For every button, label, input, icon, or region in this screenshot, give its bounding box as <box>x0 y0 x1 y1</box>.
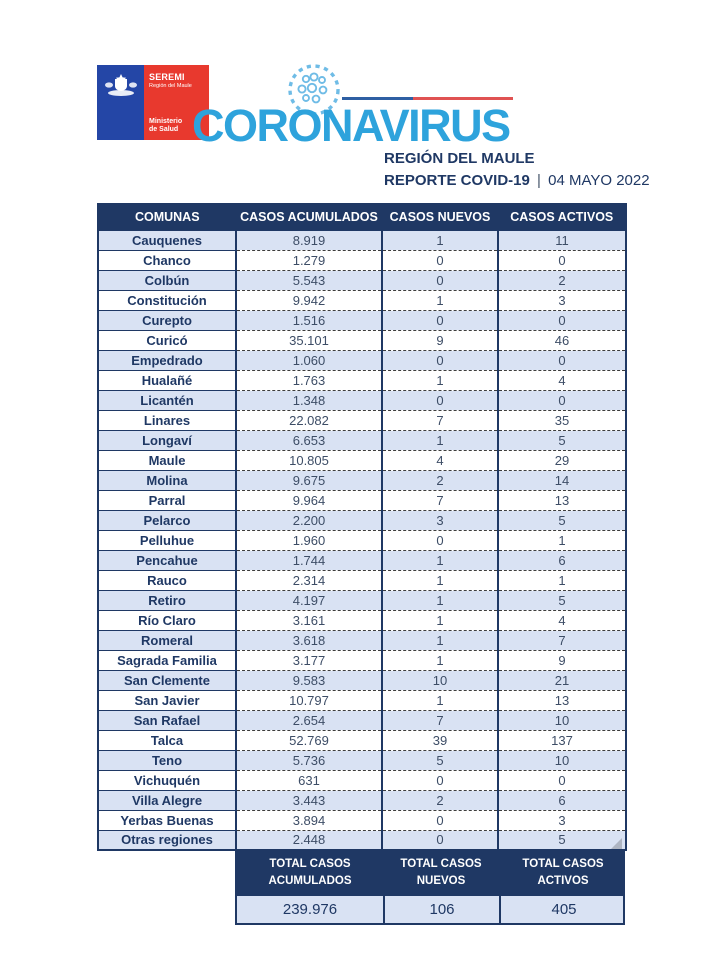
casos-acumulados-cell: 3.161 <box>236 610 382 630</box>
comuna-name-cell: Parral <box>98 490 236 510</box>
casos-acumulados-cell: 631 <box>236 770 382 790</box>
casos-nuevos-cell: 0 <box>382 530 498 550</box>
column-header-comunas: COMUNAS <box>98 204 236 230</box>
comuna-name-cell: Cauquenes <box>98 230 236 250</box>
comuna-name-cell: Villa Alegre <box>98 790 236 810</box>
totals-section <box>235 850 625 925</box>
table-header-row <box>98 204 626 230</box>
casos-nuevos-cell: 1 <box>382 570 498 590</box>
casos-nuevos-cell: 0 <box>382 310 498 330</box>
casos-nuevos-cell: 7 <box>382 710 498 730</box>
table-row <box>98 390 626 410</box>
casos-nuevos-cell: 2 <box>382 470 498 490</box>
casos-activos-cell: 6 <box>498 790 626 810</box>
casos-activos-cell: 11 <box>498 230 626 250</box>
total-acumulados-value: 239.976 <box>282 901 338 919</box>
casos-nuevos-cell: 1 <box>382 290 498 310</box>
comuna-name-cell: Colbún <box>98 270 236 290</box>
casos-acumulados-cell: 1.060 <box>236 350 382 370</box>
casos-activos-cell: 10 <box>498 710 626 730</box>
table-row <box>98 770 626 790</box>
comuna-name-cell: Molina <box>98 470 236 490</box>
casos-acumulados-cell: 1.348 <box>236 390 382 410</box>
casos-activos-cell: 2 <box>498 270 626 290</box>
table-row <box>98 510 626 530</box>
casos-activos-cell: 3 <box>498 810 626 830</box>
casos-acumulados-cell: 3.177 <box>236 650 382 670</box>
comuna-name-cell: San Rafael <box>98 710 236 730</box>
casos-nuevos-cell: 1 <box>382 610 498 630</box>
logo-seremi-label: SEREMI <box>149 72 185 82</box>
casos-acumulados-cell: 2.654 <box>236 710 382 730</box>
casos-activos-cell: 13 <box>498 490 626 510</box>
table-row <box>98 530 626 550</box>
comuna-name-cell: Curicó <box>98 330 236 350</box>
table-row <box>98 410 626 430</box>
comuna-name-cell: Rauco <box>98 570 236 590</box>
comuna-name-cell: Teno <box>98 750 236 770</box>
comuna-name-cell: Chanco <box>98 250 236 270</box>
total-activos-value: 405 <box>499 896 627 923</box>
casos-nuevos-cell: 5 <box>382 750 498 770</box>
casos-nuevos-cell: 1 <box>382 690 498 710</box>
casos-nuevos-cell: 7 <box>382 410 498 430</box>
total-acumulados-header: TOTAL CASOS ACUMULADOS <box>268 858 352 887</box>
casos-activos-cell: 1 <box>498 570 626 590</box>
casos-acumulados-cell: 9.942 <box>236 290 382 310</box>
casos-nuevos-cell: 39 <box>382 730 498 750</box>
totals-values-row <box>235 896 625 925</box>
casos-acumulados-cell: 5.736 <box>236 750 382 770</box>
report-label: REPORTE COVID-19 <box>384 172 530 189</box>
casos-nuevos-cell: 2 <box>382 790 498 810</box>
table-row <box>98 730 626 750</box>
comuna-name-cell: Linares <box>98 410 236 430</box>
comuna-name-cell: Vichuquén <box>98 770 236 790</box>
casos-activos-cell: 137 <box>498 730 626 750</box>
casos-acumulados-cell: 1.763 <box>236 370 382 390</box>
table-row <box>98 710 626 730</box>
comuna-name-cell: Pelluhue <box>98 530 236 550</box>
casos-activos-cell: 14 <box>498 470 626 490</box>
casos-acumulados-cell: 52.769 <box>236 730 382 750</box>
casos-acumulados-cell: 1.516 <box>236 310 382 330</box>
comuna-name-cell: Maule <box>98 450 236 470</box>
casos-activos-cell: 0 <box>498 770 626 790</box>
comuna-name-cell: Otras regiones <box>98 830 236 850</box>
table-row <box>98 550 626 570</box>
casos-nuevos-cell: 1 <box>382 550 498 570</box>
comuna-name-cell: Pencahue <box>98 550 236 570</box>
casos-acumulados-cell: 9.675 <box>236 470 382 490</box>
table-row <box>98 290 626 310</box>
casos-acumulados-cell: 35.101 <box>236 330 382 350</box>
casos-nuevos-cell: 1 <box>382 630 498 650</box>
table-row <box>98 670 626 690</box>
casos-nuevos-cell: 7 <box>382 490 498 510</box>
casos-nuevos-cell: 0 <box>382 250 498 270</box>
casos-activos-cell: 10 <box>498 750 626 770</box>
comuna-name-cell: Río Claro <box>98 610 236 630</box>
table-row <box>98 650 626 670</box>
casos-acumulados-cell: 3.618 <box>236 630 382 650</box>
casos-nuevos-cell: 0 <box>382 350 498 370</box>
casos-activos-cell: 5 <box>498 430 626 450</box>
casos-acumulados-cell: 3.443 <box>236 790 382 810</box>
casos-nuevos-cell: 10 <box>382 670 498 690</box>
table-row <box>98 270 626 290</box>
table-row <box>98 810 626 830</box>
casos-activos-cell: 5 <box>498 830 626 850</box>
table-row <box>98 450 626 470</box>
table-row <box>98 470 626 490</box>
casos-acumulados-cell: 22.082 <box>236 410 382 430</box>
column-header-activos: CASOS ACTIVOS <box>498 204 626 230</box>
logo-blue-panel <box>97 65 144 140</box>
casos-acumulados-cell: 1.744 <box>236 550 382 570</box>
covid-cases-table <box>97 203 627 851</box>
casos-activos-cell: 0 <box>498 310 626 330</box>
comuna-name-cell: Licantén <box>98 390 236 410</box>
table-row <box>98 750 626 770</box>
casos-activos-cell: 9 <box>498 650 626 670</box>
comuna-name-cell: Yerbas Buenas <box>98 810 236 830</box>
casos-nuevos-cell: 0 <box>382 810 498 830</box>
casos-acumulados-cell: 9.583 <box>236 670 382 690</box>
table-row <box>98 330 626 350</box>
table-row <box>98 590 626 610</box>
column-header-nuevos: CASOS NUEVOS <box>382 204 498 230</box>
table-row <box>98 490 626 510</box>
casos-activos-cell: 13 <box>498 690 626 710</box>
casos-acumulados-cell: 9.964 <box>236 490 382 510</box>
table-row <box>98 630 626 650</box>
table-row <box>98 830 626 850</box>
comuna-name-cell: Sagrada Familia <box>98 650 236 670</box>
casos-activos-cell: 4 <box>498 610 626 630</box>
page-title: CORONAVIRUS <box>192 100 510 151</box>
casos-acumulados-cell: 10.805 <box>236 450 382 470</box>
comuna-name-cell: Retiro <box>98 590 236 610</box>
table-row <box>98 370 626 390</box>
comuna-name-cell: Longaví <box>98 430 236 450</box>
table-row <box>98 430 626 450</box>
comuna-name-cell: Hualañé <box>98 370 236 390</box>
totals-header-row <box>235 850 625 896</box>
casos-nuevos-cell: 1 <box>382 650 498 670</box>
casos-acumulados-cell: 1.960 <box>236 530 382 550</box>
comuna-name-cell: Curepto <box>98 310 236 330</box>
casos-nuevos-cell: 1 <box>382 370 498 390</box>
casos-nuevos-cell: 0 <box>382 770 498 790</box>
casos-acumulados-cell: 10.797 <box>236 690 382 710</box>
table-row <box>98 230 626 250</box>
casos-acumulados-cell: 4.197 <box>236 590 382 610</box>
region-title: REGIÓN DEL MAULE <box>384 150 535 167</box>
casos-activos-cell: 4 <box>498 370 626 390</box>
comuna-name-cell: Empedrado <box>98 350 236 370</box>
report-subtitle <box>384 172 650 189</box>
casos-nuevos-cell: 1 <box>382 590 498 610</box>
casos-acumulados-cell: 1.279 <box>236 250 382 270</box>
casos-nuevos-cell: 4 <box>382 450 498 470</box>
casos-activos-cell: 0 <box>498 250 626 270</box>
table-row <box>98 610 626 630</box>
casos-activos-cell: 6 <box>498 550 626 570</box>
casos-activos-cell: 7 <box>498 630 626 650</box>
comuna-name-cell: Romeral <box>98 630 236 650</box>
casos-activos-cell: 1 <box>498 530 626 550</box>
casos-acumulados-cell: 2.448 <box>236 830 382 850</box>
report-separator: | <box>537 172 541 189</box>
casos-nuevos-cell: 1 <box>382 230 498 250</box>
report-date: 04 MAYO 2022 <box>548 172 650 189</box>
logo-ministerio-label: Ministerio de Salud <box>149 117 183 134</box>
chile-coat-of-arms-icon <box>104 73 138 104</box>
table-row <box>98 350 626 370</box>
table-row <box>98 690 626 710</box>
table-row <box>98 570 626 590</box>
casos-nuevos-cell: 9 <box>382 330 498 350</box>
table-row <box>98 250 626 270</box>
casos-nuevos-cell: 1 <box>382 430 498 450</box>
comuna-name-cell: Constitución <box>98 290 236 310</box>
casos-acumulados-cell: 3.894 <box>236 810 382 830</box>
casos-nuevos-cell: 3 <box>382 510 498 530</box>
comuna-name-cell: Talca <box>98 730 236 750</box>
casos-activos-cell: 21 <box>498 670 626 690</box>
casos-activos-cell: 35 <box>498 410 626 430</box>
comuna-name-cell: San Javier <box>98 690 236 710</box>
casos-activos-cell: 46 <box>498 330 626 350</box>
casos-acumulados-cell: 2.200 <box>236 510 382 530</box>
casos-activos-cell: 5 <box>498 590 626 610</box>
page-curl-decoration <box>611 838 622 849</box>
casos-activos-cell: 29 <box>498 450 626 470</box>
table-row <box>98 310 626 330</box>
logo-region-label: Región del Maule <box>149 83 192 89</box>
table-row <box>98 790 626 810</box>
total-activos-header: TOTAL CASOS ACTIVOS <box>522 858 604 887</box>
comuna-name-cell: Pelarco <box>98 510 236 530</box>
casos-acumulados-cell: 8.919 <box>236 230 382 250</box>
casos-acumulados-cell: 2.314 <box>236 570 382 590</box>
casos-activos-cell: 0 <box>498 350 626 370</box>
casos-acumulados-cell: 5.543 <box>236 270 382 290</box>
total-nuevos-header: TOTAL CASOS NUEVOS <box>400 858 482 887</box>
casos-acumulados-cell: 6.653 <box>236 430 382 450</box>
total-nuevos-value: 106 <box>383 896 499 923</box>
comuna-name-cell: San Clemente <box>98 670 236 690</box>
casos-activos-cell: 0 <box>498 390 626 410</box>
casos-nuevos-cell: 0 <box>382 830 498 850</box>
casos-activos-cell: 5 <box>498 510 626 530</box>
casos-activos-cell: 3 <box>498 290 626 310</box>
casos-nuevos-cell: 0 <box>382 390 498 410</box>
column-header-acumulados: CASOS ACUMULADOS <box>236 204 382 230</box>
casos-nuevos-cell: 0 <box>382 270 498 290</box>
